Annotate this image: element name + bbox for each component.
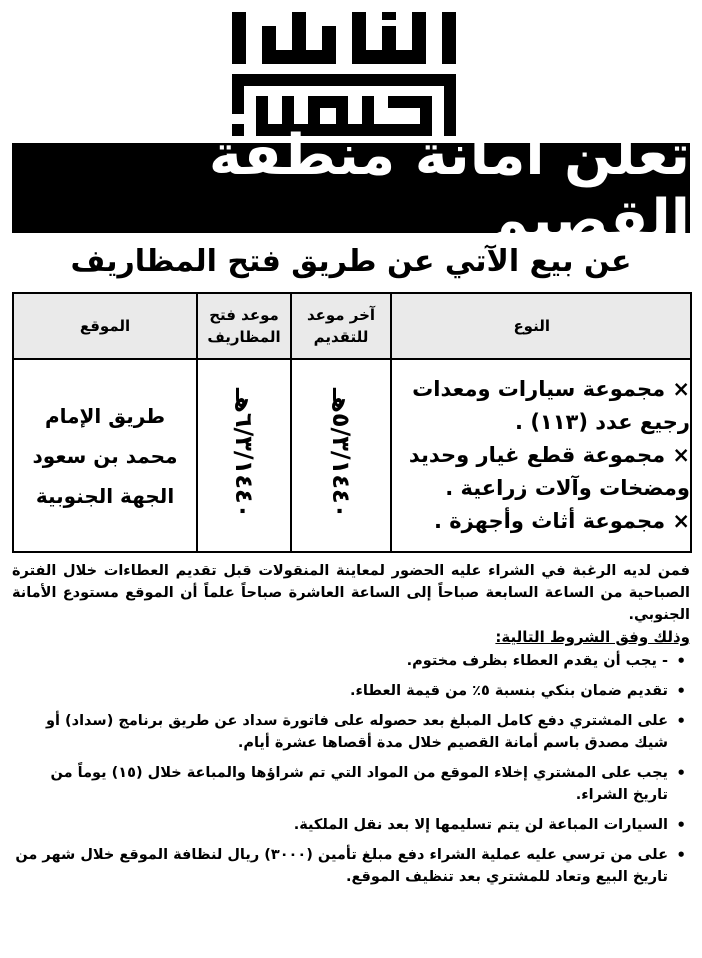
condition-item: • - يجب أن يقدم العطاء بظرف مختوم. bbox=[406, 652, 686, 670]
condition-item: • تقديم ضمان بنكي بنسبة ٥٪ من قيمة العطاء. bbox=[349, 682, 686, 700]
bullet-icon: • bbox=[676, 846, 686, 864]
bullet-icon: • bbox=[676, 764, 686, 782]
header-type: النوع bbox=[391, 293, 691, 359]
qassim-municipality-logo bbox=[226, 8, 472, 140]
condition-item: • على من ترسي عليه عملية الشراء دفع مبلغ تأمين (٣٠٠٠) ريال لنظافة الموقع خلال شهر من تاريخ البيع وتعاد للمشتري بعد تنظيف الموقع. bbox=[15, 846, 686, 885]
item-line: رجيع عدد (١١٣) . bbox=[515, 410, 690, 434]
table-row bbox=[13, 359, 691, 552]
last-date-cell bbox=[291, 359, 391, 552]
announcement-banner bbox=[12, 123, 690, 253]
conditions-list bbox=[12, 650, 690, 888]
announcement-body bbox=[12, 560, 690, 896]
location-line: محمد بن سعود bbox=[32, 443, 178, 468]
item-line: ومضخات وآلات زراعية . bbox=[445, 476, 690, 500]
last-date-value: ٥/٣/١٤٤٠هـ bbox=[327, 388, 355, 519]
header-opening-date: موعد فتح المظاريف bbox=[197, 293, 291, 359]
sale-items-table bbox=[12, 292, 692, 553]
table-header-row bbox=[13, 293, 691, 359]
bullet-icon: • bbox=[676, 816, 686, 834]
announcement-subtitle: عن بيع الآتي عن طريق فتح المظاريف bbox=[70, 244, 632, 279]
opening-date-cell bbox=[197, 359, 291, 552]
items-cell bbox=[391, 359, 691, 552]
header-last-date: آخر موعد للتقديم bbox=[291, 293, 391, 359]
condition-item: • يجب على المشتري إخلاء الموقع من المواد التي تم شراؤها والمباعة خلال (١٥) يوماً من تاريخ الشراء. bbox=[50, 764, 686, 803]
conditions-heading: وذلك وفق الشروط التالية: bbox=[495, 628, 690, 646]
location-cell bbox=[13, 359, 197, 552]
location-line: الجهة الجنوبية bbox=[35, 483, 175, 508]
header-location: الموقع bbox=[13, 293, 197, 359]
condition-item: • على المشتري دفع كامل المبلغ بعد حصوله على فاتورة سداد عن طريق برنامج (سداد) أو شيك مصدق باسم أمانة القصيم خلال مدة أقصاها عشرة أيام. bbox=[45, 712, 686, 751]
banner-title: تعلن أمانة منطقة القصيم bbox=[208, 123, 690, 253]
bullet-icon: • bbox=[676, 652, 686, 670]
bullet-icon: • bbox=[676, 712, 686, 730]
item-line: × مجموعة أثاث وأجهزة . bbox=[433, 509, 690, 533]
item-line: × مجموعة قطع غيار وحديد bbox=[408, 443, 690, 467]
bullet-icon: • bbox=[676, 682, 686, 700]
location-line: طريق الإمام bbox=[44, 403, 166, 428]
item-line: × مجموعة سيارات ومعدات bbox=[412, 377, 690, 401]
condition-item: • السيارات المباعة لن يتم تسليمها إلا بعد نقل الملكية. bbox=[293, 816, 686, 834]
inspection-paragraph: فمن لديه الرغبة في الشراء عليه الحضور لمعاينة المنقولات قبل تقديم العطاءات خلال الفترة الصباحية من الساعة السابعة صباحاً إلى الساعة العاشرة صباحاً علماً أن الموقع مستودع الأمانة الجنوبي. bbox=[12, 563, 690, 623]
opening-date-value: ٦/٣/١٤٤٠هـ bbox=[230, 388, 258, 519]
